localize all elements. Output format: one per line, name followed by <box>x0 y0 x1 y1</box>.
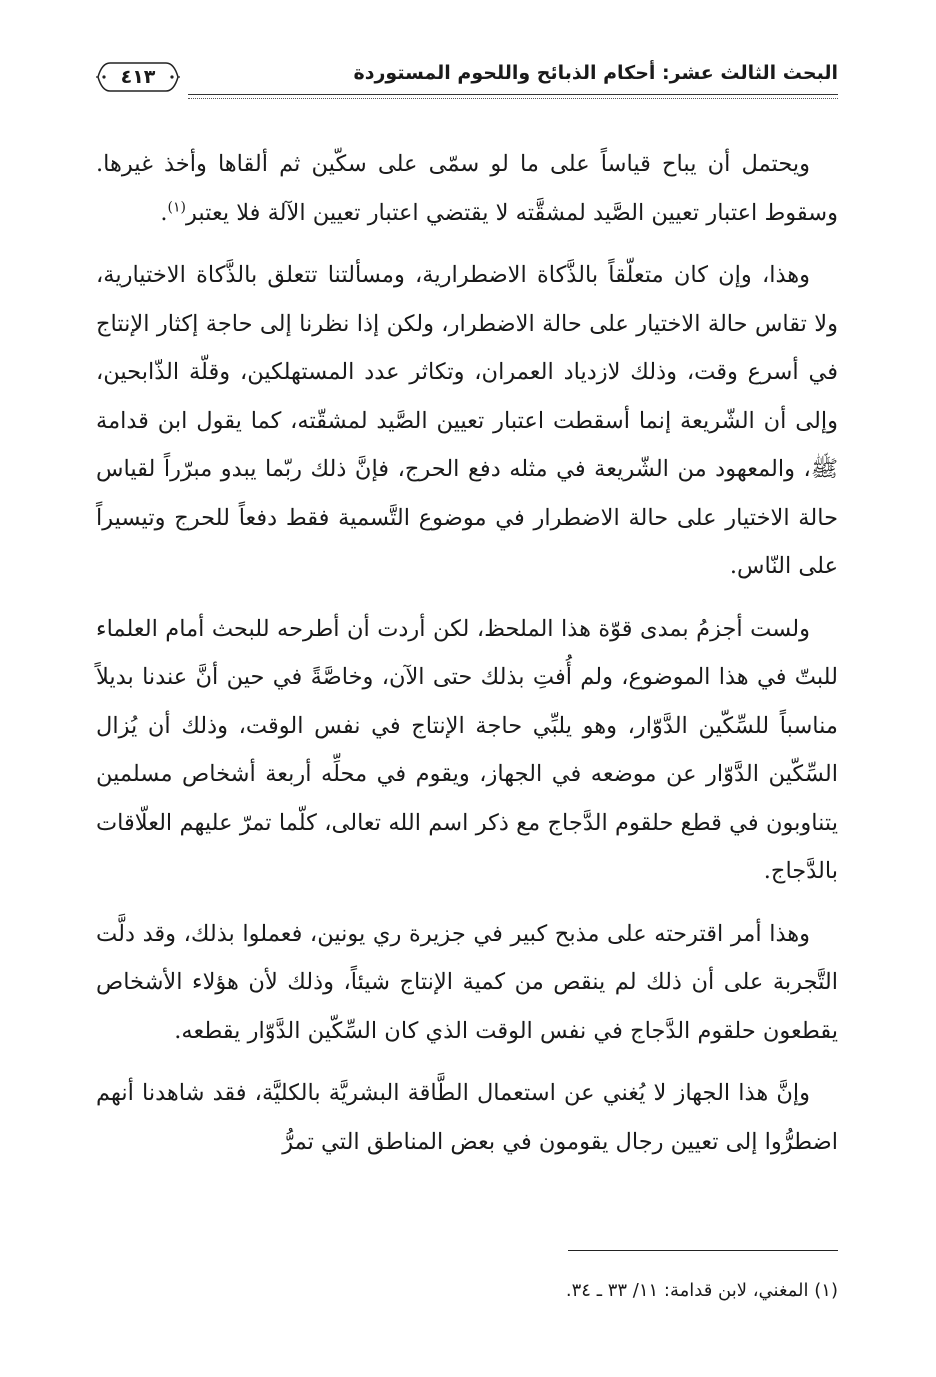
page-number: ٤١٣ <box>120 66 156 88</box>
paragraph-1-end: . <box>160 199 168 226</box>
page-header <box>96 56 838 100</box>
page-number-ornament <box>96 60 180 94</box>
body-text <box>96 140 838 1180</box>
running-title: البحث الثالث عشر: أحكام الذبائح واللحوم المستوردة <box>353 62 838 84</box>
paragraph-5: وإنَّ هذا الجهاز لا يُغني عن استعمال الطَّاقة البشريَّة بالكليَّة، فقد شاهدنا أنهم اضطرُّوا إلى تعيين رجال يقومون في بعض المناطق التي تمرُّ <box>96 1080 838 1155</box>
paragraph-2: وهذا، وإن كان متعلّقاً بالذَّكاة الاضطرارية، ومسألتنا تتعلق بالذَّكاة الاختيارية، ولا تقاس حالة الاختيار على حالة الاضطرار، ولكن إذا نظرنا إلى حاجة إكثار الإنتاج في أسرع وقت، وذلك لازدياد العمران، وتكاثر عدد المستهلكين، وقلّة الذّابحين، وإلى أن الشّريعة إنما أسقطت اعتبار تعيين الصَّيد لمشقّته، كما يقول ابن قدامة ﷺ، والمعهود من الشّريعة في مثله دفع الحرج، فإنَّ ذلك ربّما يبدو مبرّراً لقياس حالة الاختيار على حالة الاضطرار في موضوع التَّسمية فقط دفعاً للحرج وتيسيراً على النّاس. <box>96 262 838 579</box>
paragraph-4: وهذا أمر اقترحته على مذبح كبير في جزيرة ري يونين، فعملوا بذلك، وقد دلَّت التَّجربة على أن ذلك لم ينقص من كمية الإنتاج شيئاً، وذلك لأن هؤلاء الأشخاص يقطعون حلقوم الدَّجاج في نفس الوقت الذي كان السِّكّين الدَّوّار يقطعه. <box>96 920 838 1044</box>
paragraph-1 <box>96 140 838 237</box>
footnote-reference: (١) <box>167 199 186 215</box>
footnote-rule <box>568 1250 838 1251</box>
header-rule-dotted <box>188 98 838 99</box>
paragraph-1-text: ويحتمل أن يباح قياساً على ما لو سمّى على سكّين ثم ألقاها وأخذ غيرها. وسقوط اعتبار تعيين الصَّيد لمشقَّته لا يقتضي اعتبار تعيين الآلة فلا يعتبر <box>96 151 838 226</box>
footnote: (١) المغني، لابن قدامة: ١١/ ٣٣ ـ ٣٤. <box>565 1280 838 1301</box>
header-rule <box>188 94 838 95</box>
paragraph-3: ولست أجزمُ بمدى قوّة هذا الملحظ، لكن أردت أن أطرحه للبحث أمام العلماء للبتّ في هذا الموضوع، ولم أُفتِ بذلك حتى الآن، وخاصَّةً في حين أنَّ عندنا بديلاً مناسباً للسِّكّين الدَّوّار، وهو يلبِّي حاجة الإنتاج في نفس الوقت، وذلك أن يُزال السِّكّين الدَّوّار عن موضعه في الجهاز، ويقوم في محلِّه أربعة أشخاص مسلمين يتناوبون في قطع حلقوم الدَّجاج مع ذكر اسم الله تعالى، كلّما تمرّ عليهم العلّاقات بالدَّجاج. <box>96 615 838 884</box>
